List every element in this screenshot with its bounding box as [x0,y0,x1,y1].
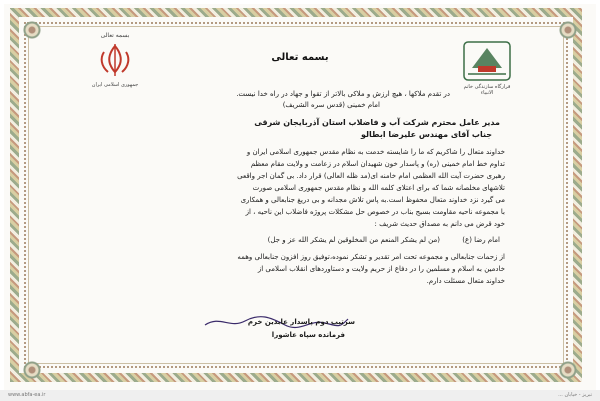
body-line-4: تلاشهای مخلصانه شما که برای اعتلای کلمه الله و نظام مقدس جمهوری اسلامی صورت [252,184,505,192]
body-line-5: می گیرد نزد خداوند متعال محفوظ است.به پاس تلاش مجدانه و بی دریغ جنابعالی و همکاری [240,196,505,204]
closing-line-2: خادمین به اسلام و مسلمین را در دفاع از حریم ولایت و دستاوردهای انقلاب اسلامی از [257,265,505,273]
body-line-3: رهبری حضرت آیت الله العظمی امام خامنه ای(مد ظله العالی) قرار داد. بی گمان اجر واقعی [237,172,505,180]
hadith-attribution: امام رضا (ع) [462,236,500,244]
addressee-name: جناب آقای مهندس علیرضا ابطالو [361,130,492,139]
corner-ornament-bottom-right [558,360,578,380]
footer-website: www.abfa-ea.ir [8,392,46,398]
page-footer [0,390,600,401]
corner-ornament-top-left [22,20,42,40]
corner-ornament-bottom-left [22,360,42,380]
closing-line-1: از زحمات جنابعالی و مجموعه تحت امر تقدیر و تشکر نموده،توفیق روز افزون جنابعالی وهمه [237,253,505,261]
signatory-title: فرمانده سپاه عاشورا [271,331,345,339]
iran-emblem [88,32,142,90]
signatory-name: سرتیپ دوم پاسدار عابدین خرم [247,318,355,326]
corner-ornament-top-right [558,20,578,40]
left-seal-caption: جمهوری اسلامی ایران [91,82,139,88]
hadith-text: (من لم یشکر المنعم من المخلوقین لم یشکر الله عز و جل) [267,236,440,244]
quote-text: در تقدم ملاکها ، هیچ ارزش و ملاکی بالاتر از تقوا و جهاد در راه خدا نیست. [236,90,450,98]
document-invocation: بسمه تعالی [271,52,329,63]
quote-attribution: امام خمینی (قدس سره الشریف) [282,101,380,109]
khatam-emblem [458,38,516,96]
coat-of-arms-icon [88,42,142,82]
body-line-1: خداوند متعال را شاکریم که ما را شایسته خدمت به نظام مقدس جمهوری اسلامی ایران و [246,148,505,156]
body-line-6: با مجموعه ناحیه مقاومت بسیج بناب در خصوص حل مشکلات پروژه فاضلاب این ناحیه ، از [245,208,505,216]
right-seal-caption: قرارگاه سازندگی خاتم الانبیاء [463,84,511,96]
left-seal-heading: بسمه تعالی [100,32,130,39]
addressee-title: مدیر عامل محترم شرکت آب و فاضلاب استان آذربایجان شرقی [254,118,500,127]
body-line-2: تداوم خط امام خمینی (ره) و پاسدار خون شهیدان اسلام در زعامت و ولایت مقام معظم [250,160,505,168]
footer-address: تبریز - خیابان ... [558,392,592,398]
irgc-logo-icon [458,38,516,84]
closing-line-3: خداوند متعال مسئلت دارم. [426,277,505,285]
body-line-7: خود قرض می دانم به مصداق حدیث شریف : [374,220,505,228]
